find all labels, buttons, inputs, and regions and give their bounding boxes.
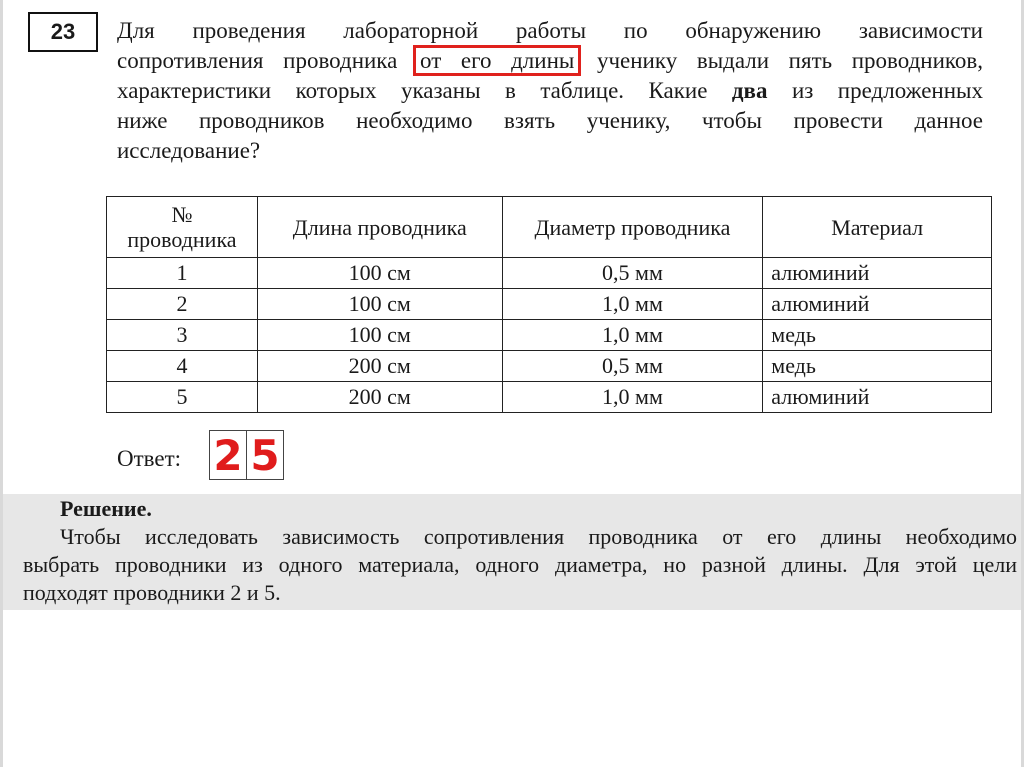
table-row bbox=[107, 320, 992, 351]
answer-digit-1: 2 bbox=[209, 430, 247, 480]
cell-material: алюминий bbox=[763, 382, 992, 413]
cell-number: 1 bbox=[107, 258, 258, 289]
header-diameter: Диаметр проводника bbox=[502, 197, 763, 258]
cell-length: 200 см bbox=[257, 351, 502, 382]
question-line-3 bbox=[117, 76, 983, 106]
cell-length: 100 см bbox=[257, 258, 502, 289]
solution-line-1: Чтобы исследовать зависимость сопротивления проводника от его длины необходимо bbox=[60, 524, 1017, 549]
question-line-3-a: характеристики которых указаны в таблице. Какие bbox=[117, 78, 708, 103]
question-line-3-b: из предложенных bbox=[791, 78, 983, 103]
question-line-2-prefix: сопротивления проводника bbox=[117, 48, 398, 73]
highlighted-phrase: от его длины bbox=[413, 45, 581, 76]
table-header-row bbox=[107, 197, 992, 258]
cell-length: 100 см bbox=[257, 320, 502, 351]
header-material: Материал bbox=[763, 197, 992, 258]
cell-material: алюминий bbox=[763, 258, 992, 289]
cell-number: 3 bbox=[107, 320, 258, 351]
slide-edge-left bbox=[0, 0, 3, 767]
cell-diameter: 0,5 мм bbox=[502, 258, 763, 289]
solution-panel bbox=[3, 494, 1021, 610]
table-row bbox=[107, 382, 992, 413]
bold-word: два bbox=[731, 78, 768, 103]
question-line-4: ниже проводников необходимо взять ученику, чтобы провести данное bbox=[117, 108, 983, 133]
answer-label: Ответ: bbox=[117, 446, 182, 471]
cell-number: 2 bbox=[107, 289, 258, 320]
question-line-2-suffix: ученику выдали пять проводников, bbox=[596, 48, 984, 73]
question-line-5: исследование? bbox=[117, 138, 261, 163]
header-number-label: № проводника bbox=[127, 202, 237, 252]
cell-length: 200 см bbox=[257, 382, 502, 413]
conductors-table bbox=[106, 196, 992, 413]
question-text bbox=[117, 16, 983, 166]
table-row bbox=[107, 351, 992, 382]
header-length: Длина проводника bbox=[257, 197, 502, 258]
cell-number: 5 bbox=[107, 382, 258, 413]
solution-line-2: выбрать проводники из одного материала, одного диаметра, но разной длины. Для этой цели bbox=[23, 552, 1017, 577]
table-row bbox=[107, 258, 992, 289]
cell-diameter: 1,0 мм bbox=[502, 289, 763, 320]
solution-title: Решение. bbox=[60, 496, 152, 521]
cell-diameter: 0,5 мм bbox=[502, 351, 763, 382]
header-number bbox=[107, 197, 258, 258]
cell-number: 4 bbox=[107, 351, 258, 382]
cell-diameter: 1,0 мм bbox=[502, 320, 763, 351]
cell-material: медь bbox=[763, 351, 992, 382]
answer-boxes bbox=[210, 430, 284, 480]
cell-material: алюминий bbox=[763, 289, 992, 320]
cell-material: медь bbox=[763, 320, 992, 351]
solution-text bbox=[23, 523, 1017, 607]
solution-line-3: подходят проводники 2 и 5. bbox=[23, 580, 281, 605]
cell-length: 100 см bbox=[257, 289, 502, 320]
table-row bbox=[107, 289, 992, 320]
question-line-1: Для проведения лабораторной работы по обнаружению зависимости bbox=[117, 18, 983, 43]
answer-digit-2: 5 bbox=[246, 430, 284, 480]
question-line-2 bbox=[117, 46, 983, 76]
question-number: 23 bbox=[28, 12, 98, 52]
cell-diameter: 1,0 мм bbox=[502, 382, 763, 413]
